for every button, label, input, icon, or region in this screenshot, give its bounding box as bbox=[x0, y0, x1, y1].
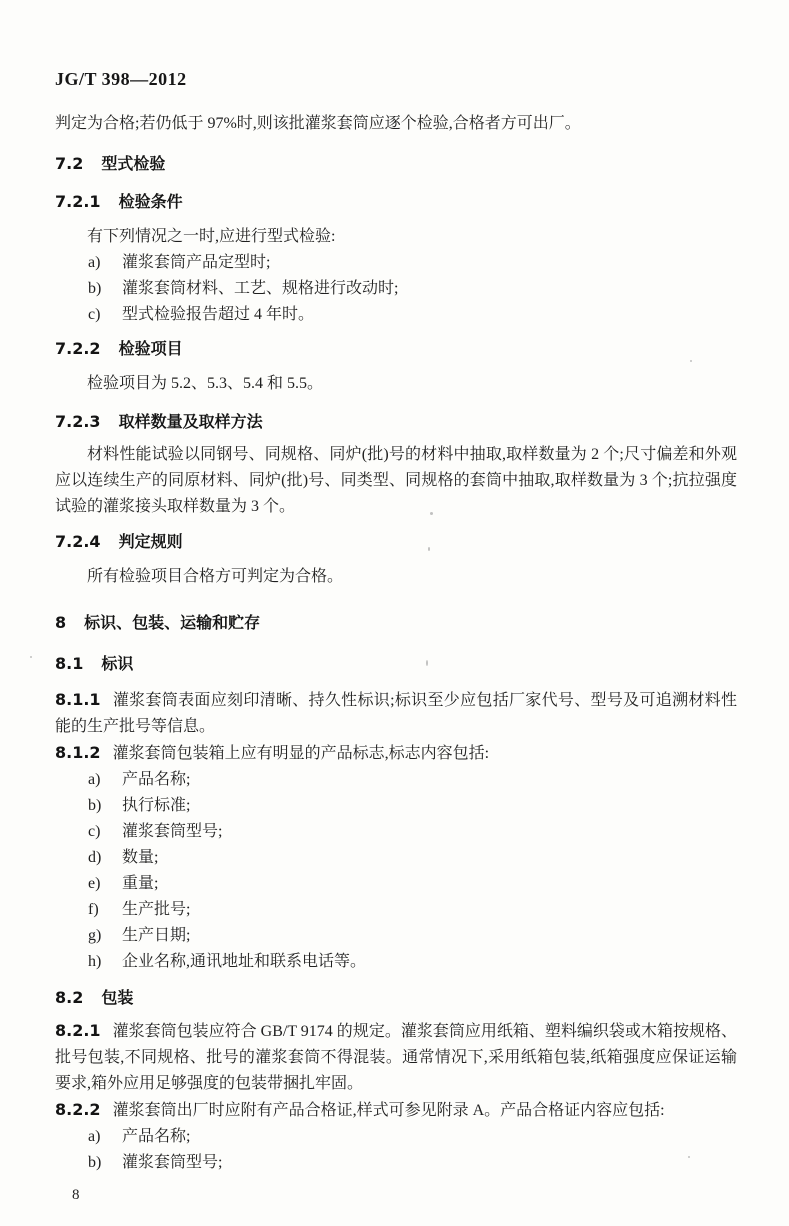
clause-number: 8.1.1 bbox=[55, 690, 101, 709]
list-8-1-2 bbox=[55, 767, 737, 975]
list-letter: a) bbox=[88, 771, 101, 788]
list-item bbox=[88, 767, 737, 793]
clause-number: 8.1 bbox=[55, 654, 84, 673]
clause-heading-8-2 bbox=[55, 985, 737, 1011]
clause-number: 8.2 bbox=[55, 988, 84, 1007]
clause-text: 灌浆套筒包装应符合 GB/T 9174 的规定。灌浆套筒应用纸箱、塑料编织袋或木箱按规格、批号包装,不同规格、批号的灌浆套筒不得混装。通常情况下,采用纸箱包装,纸箱强度应保证运输要求,箱外应用足够强度的包装带捆扎牢固。 bbox=[55, 1023, 737, 1092]
list-letter: a) bbox=[88, 254, 101, 271]
list-item bbox=[88, 819, 737, 845]
clause-title: 检验条件 bbox=[118, 192, 183, 211]
list-item bbox=[88, 276, 737, 302]
page-content bbox=[55, 66, 737, 1208]
clause-paragraph-8-1-1 bbox=[55, 687, 737, 740]
clause-paragraph-8-2-1 bbox=[55, 1018, 737, 1097]
list-item bbox=[88, 793, 737, 819]
clause-title: 判定规则 bbox=[118, 532, 183, 551]
list-letter: b) bbox=[88, 280, 102, 297]
clause-number: 7.2 bbox=[55, 154, 84, 173]
clause-title: 取样数量及取样方法 bbox=[118, 412, 263, 431]
list-letter: d) bbox=[88, 849, 102, 866]
list-text: 生产批号; bbox=[122, 901, 191, 918]
list-text: 生产日期; bbox=[122, 927, 191, 944]
list-item bbox=[88, 923, 737, 949]
list-letter: f) bbox=[88, 901, 99, 918]
clause-number: 8.2.2 bbox=[55, 1100, 101, 1119]
clause-text: 灌浆套筒出厂时应附有产品合格证,样式可参见附录 A。产品合格证内容应包括: bbox=[112, 1102, 665, 1119]
list-item bbox=[88, 302, 737, 328]
clause-heading-7-2-3 bbox=[55, 409, 737, 435]
scan-speck bbox=[428, 547, 430, 551]
clause-heading-8-1 bbox=[55, 651, 737, 677]
clause-title: 型式检验 bbox=[101, 154, 166, 173]
list-text: 灌浆套筒材料、工艺、规格进行改动时; bbox=[122, 280, 399, 297]
clause-number: 8.1.2 bbox=[55, 743, 101, 762]
scan-speck bbox=[430, 512, 433, 515]
list-item bbox=[88, 897, 737, 923]
chapter-heading-8 bbox=[55, 610, 737, 636]
list-item bbox=[88, 250, 737, 276]
paragraph-judgment-rule: 所有检验项目合格方可判定为合格。 bbox=[87, 568, 344, 585]
list-text: 灌浆套筒产品定型时; bbox=[122, 254, 271, 271]
chapter-number: 8 bbox=[55, 613, 67, 632]
clause-title: 检验项目 bbox=[118, 339, 183, 358]
paragraph-type-test-conditions: 有下列情况之一时,应进行型式检验: bbox=[87, 228, 336, 245]
list-letter: b) bbox=[88, 1154, 102, 1171]
list-letter: e) bbox=[88, 875, 101, 892]
list-text: 产品名称; bbox=[122, 1128, 191, 1145]
list-text: 产品名称; bbox=[122, 771, 191, 788]
clause-text: 灌浆套筒包装箱上应有明显的产品标志,标志内容包括: bbox=[112, 745, 490, 762]
list-text: 企业名称,通讯地址和联系电话等。 bbox=[122, 953, 367, 970]
list-letter: c) bbox=[88, 306, 101, 323]
list-text: 灌浆套筒型号; bbox=[122, 823, 223, 840]
scan-speck bbox=[426, 660, 428, 666]
clause-heading-7-2-4 bbox=[55, 529, 737, 555]
clause-number: 8.2.1 bbox=[55, 1021, 101, 1040]
list-7-2-1 bbox=[55, 250, 737, 328]
clause-number: 7.2.2 bbox=[55, 339, 101, 358]
clause-heading-7-2-1 bbox=[55, 189, 737, 215]
list-letter: g) bbox=[88, 927, 102, 944]
list-letter: c) bbox=[88, 823, 101, 840]
list-item bbox=[88, 845, 737, 871]
list-text: 数量; bbox=[122, 849, 159, 866]
clause-title: 包装 bbox=[101, 988, 134, 1007]
clause-title: 标识 bbox=[101, 654, 134, 673]
list-item bbox=[88, 1124, 737, 1150]
scan-speck bbox=[30, 656, 32, 658]
list-letter: b) bbox=[88, 797, 102, 814]
list-item bbox=[88, 949, 737, 975]
scan-speck bbox=[690, 360, 692, 362]
standard-number: JG/T 398—2012 bbox=[55, 69, 187, 89]
chapter-title: 标识、包装、运输和贮存 bbox=[84, 613, 261, 632]
list-text: 型式检验报告超过 4 年时。 bbox=[122, 306, 315, 323]
list-letter: h) bbox=[88, 953, 102, 970]
paragraph-judgment-intro: 判定为合格;若仍低于 97%时,则该批灌浆套筒应逐个检验,合格者方可出厂。 bbox=[55, 115, 581, 132]
list-text: 灌浆套筒型号; bbox=[122, 1154, 223, 1171]
clause-number: 7.2.3 bbox=[55, 412, 101, 431]
scan-speck bbox=[688, 1156, 690, 1158]
clause-heading-7-2-2 bbox=[55, 336, 737, 362]
list-8-2-2 bbox=[55, 1124, 737, 1176]
clause-number: 7.2.1 bbox=[55, 192, 101, 211]
clause-paragraph-8-1-2 bbox=[55, 740, 737, 767]
page-number: 8 bbox=[72, 1187, 80, 1203]
list-item bbox=[88, 1150, 737, 1176]
list-item bbox=[88, 871, 737, 897]
list-text: 执行标准; bbox=[122, 797, 191, 814]
clause-heading-7-2 bbox=[55, 151, 737, 177]
clause-paragraph-8-2-2 bbox=[55, 1097, 737, 1124]
paragraph-test-items: 检验项目为 5.2、5.3、5.4 和 5.5。 bbox=[87, 375, 324, 392]
clause-number: 7.2.4 bbox=[55, 532, 101, 551]
list-text: 重量; bbox=[122, 875, 159, 892]
list-letter: a) bbox=[88, 1128, 101, 1145]
clause-text: 灌浆套筒表面应刻印清晰、持久性标识;标识至少应包括厂家代号、型号及可追溯材料性能的生产批号等信息。 bbox=[55, 692, 737, 735]
paragraph-sampling: 材料性能试验以同钢号、同规格、同炉(批)号的材料中抽取,取样数量为 2 个;尺寸偏差和外观应以连续生产的同原材料、同炉(批)号、同类型、同规格的套筒中抽取,取样数量为 3 个;抗拉强度试验的灌浆接头取样数量为 3 个。 bbox=[55, 446, 737, 515]
